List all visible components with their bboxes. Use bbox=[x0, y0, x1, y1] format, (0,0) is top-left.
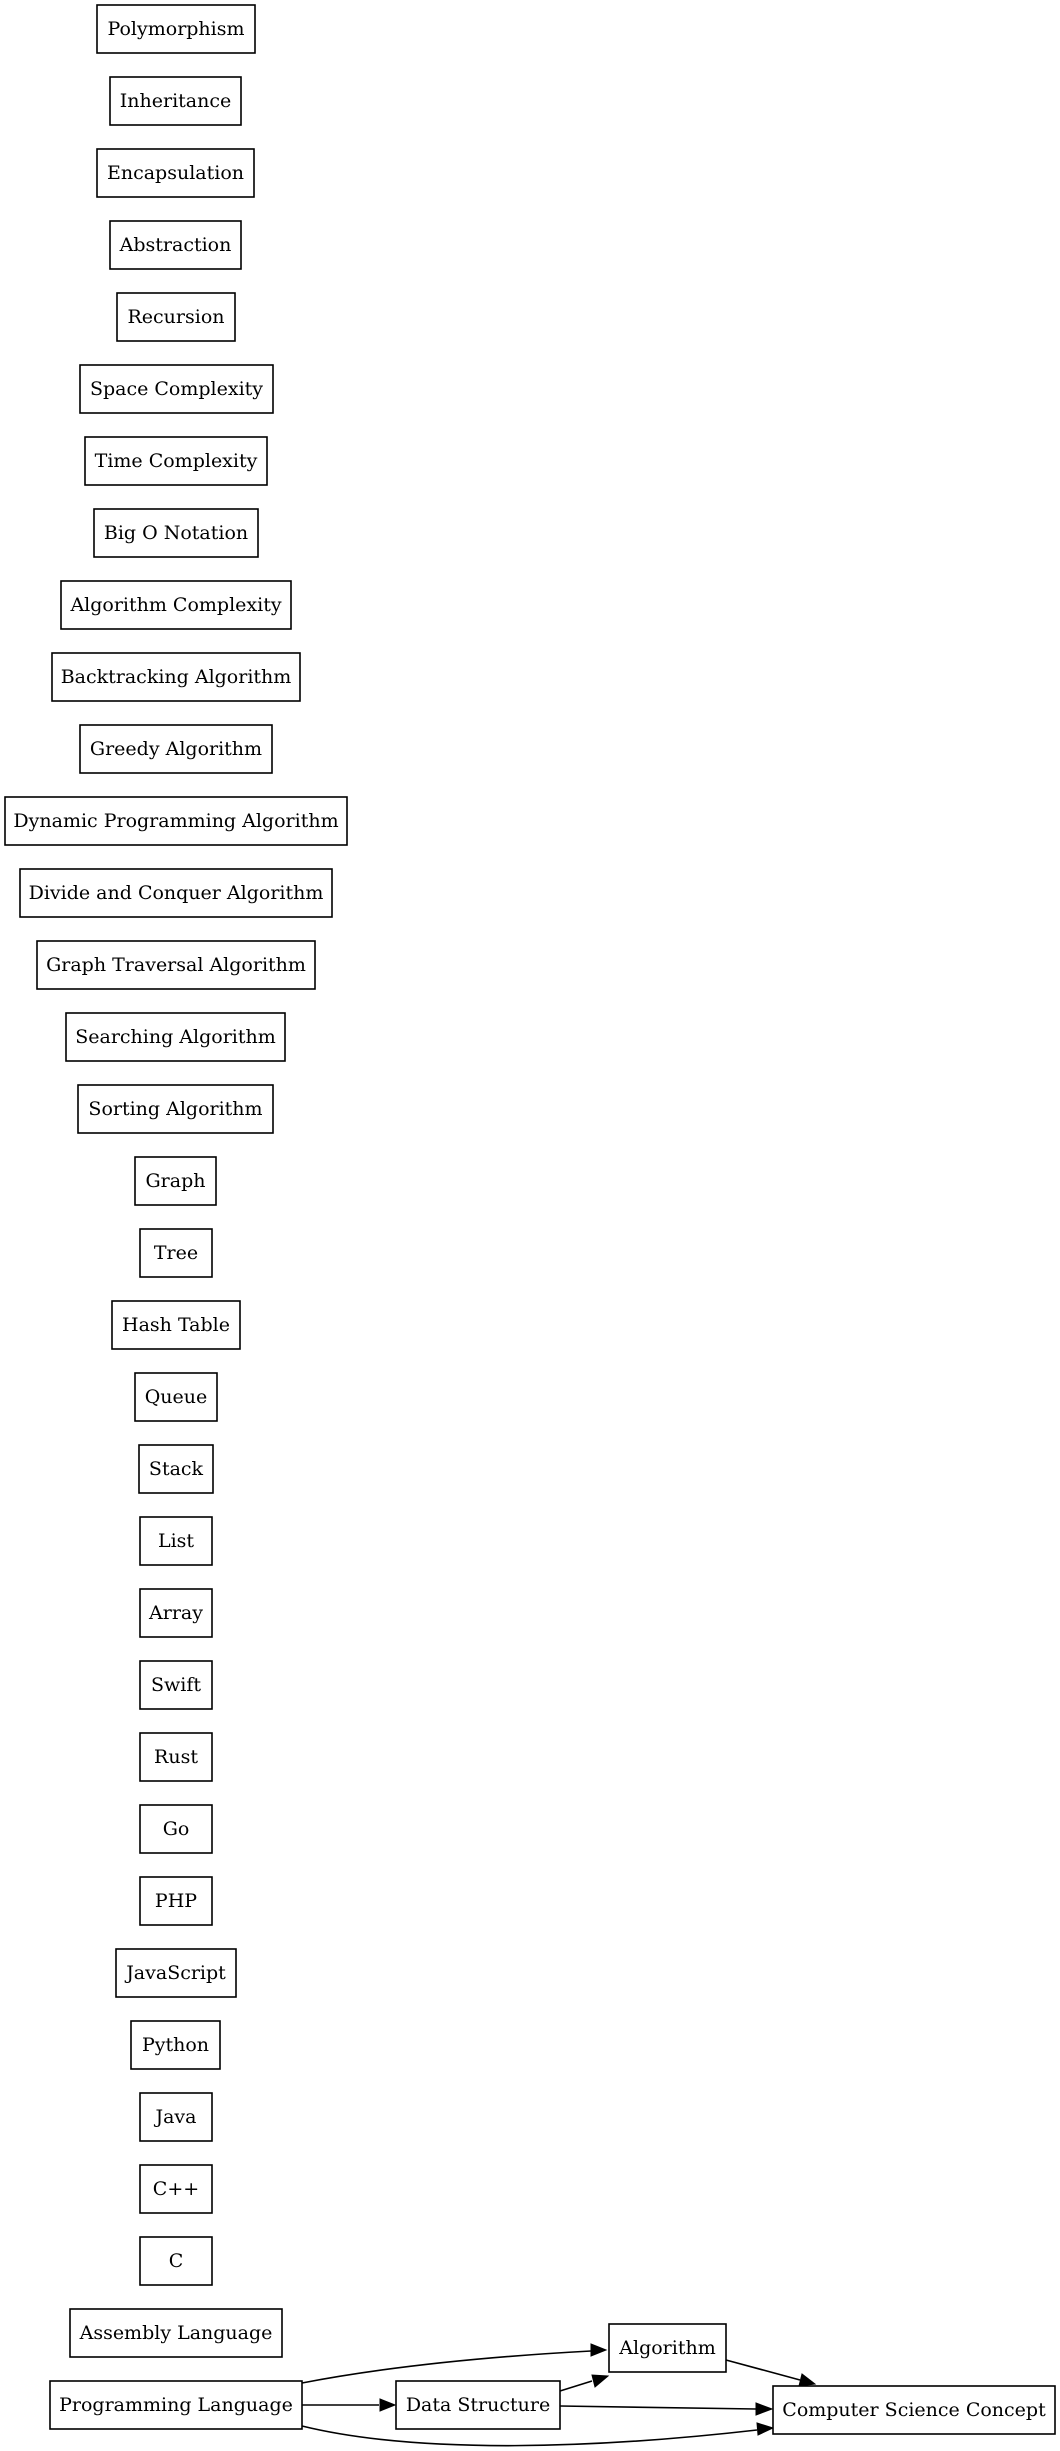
arrowhead bbox=[757, 2423, 773, 2435]
node-label: Data Structure bbox=[405, 2394, 551, 2416]
node-python bbox=[131, 2021, 220, 2069]
node-algorithm-complexity bbox=[61, 581, 291, 629]
arrowhead bbox=[592, 2375, 608, 2387]
node-cpp bbox=[140, 2165, 212, 2213]
node-label: List bbox=[157, 1530, 195, 1552]
node-label: C bbox=[168, 2250, 184, 2272]
node-divide-and-conquer-algorithm bbox=[20, 869, 332, 917]
node-label: Graph Traversal Algorithm bbox=[46, 954, 306, 976]
node-label: Backtracking Algorithm bbox=[60, 666, 292, 688]
edge-data-structure-to-computer-science-concept bbox=[560, 2403, 772, 2415]
arrowhead bbox=[380, 2399, 395, 2411]
edge-line bbox=[560, 2406, 756, 2409]
node-label: Queue bbox=[144, 1386, 208, 1408]
node-label: Array bbox=[149, 1602, 203, 1624]
node-label: Dynamic Programming Algorithm bbox=[13, 810, 339, 832]
node-label: Computer Science Concept bbox=[782, 2399, 1046, 2421]
node-encapsulation bbox=[97, 149, 254, 197]
node-backtracking-algorithm bbox=[52, 653, 300, 701]
node-recursion bbox=[117, 293, 235, 341]
node-label: JavaScript bbox=[126, 1962, 226, 1984]
node-label: Searching Algorithm bbox=[75, 1026, 276, 1048]
node-label: Stack bbox=[148, 1458, 204, 1480]
node-label: Algorithm bbox=[619, 2337, 716, 2359]
node-greedy-algorithm bbox=[80, 725, 272, 773]
node-array bbox=[140, 1589, 212, 1637]
node-polymorphism bbox=[97, 5, 255, 53]
node-label: Tree bbox=[153, 1242, 199, 1264]
nodes-layer bbox=[5, 5, 1055, 2434]
node-swift bbox=[140, 1661, 212, 1709]
node-programming-language bbox=[50, 2381, 302, 2429]
node-data-structure bbox=[396, 2381, 560, 2429]
node-tree bbox=[140, 1229, 212, 1277]
node-label: Sorting Algorithm bbox=[88, 1098, 263, 1120]
node-graph-traversal-algorithm bbox=[37, 941, 315, 989]
node-label: Recursion bbox=[127, 306, 225, 328]
edge-data-structure-to-algorithm bbox=[560, 2375, 608, 2391]
node-c bbox=[140, 2237, 212, 2285]
edge-programming-language-to-algorithm bbox=[302, 2344, 606, 2383]
node-javascript bbox=[116, 1949, 236, 1997]
node-php bbox=[140, 1877, 212, 1925]
node-big-o-notation bbox=[94, 509, 258, 557]
node-assembly-language bbox=[70, 2309, 282, 2357]
node-rust bbox=[140, 1733, 212, 1781]
node-label: Graph bbox=[145, 1170, 206, 1192]
node-graph bbox=[135, 1157, 216, 1205]
edge-algorithm-to-computer-science-concept bbox=[726, 2360, 815, 2386]
node-label: Divide and Conquer Algorithm bbox=[28, 882, 324, 904]
node-stack bbox=[139, 1445, 213, 1493]
node-label: Greedy Algorithm bbox=[89, 738, 263, 760]
edge-line bbox=[726, 2360, 800, 2380]
node-label: Abstraction bbox=[119, 234, 232, 256]
node-label: Rust bbox=[154, 1746, 198, 1768]
node-label: Swift bbox=[150, 1674, 202, 1696]
node-label: Java bbox=[155, 2106, 197, 2128]
arrowhead bbox=[591, 2344, 606, 2356]
node-abstraction bbox=[110, 221, 241, 269]
node-label: Python bbox=[141, 2034, 210, 2056]
node-queue bbox=[135, 1373, 217, 1421]
node-label: Big O Notation bbox=[103, 522, 249, 544]
node-searching-algorithm bbox=[66, 1013, 285, 1061]
node-label: Assembly Language bbox=[79, 2322, 273, 2344]
node-label: Go bbox=[162, 1818, 190, 1840]
node-go bbox=[140, 1805, 212, 1853]
node-time-complexity bbox=[85, 437, 267, 485]
node-label: Programming Language bbox=[59, 2394, 293, 2416]
node-space-complexity bbox=[80, 365, 273, 413]
node-dynamic-programming-algorithm bbox=[5, 797, 347, 845]
node-label: Polymorphism bbox=[107, 18, 245, 40]
node-label: Hash Table bbox=[122, 1314, 230, 1336]
node-list bbox=[140, 1517, 212, 1565]
node-label: Algorithm Complexity bbox=[70, 594, 282, 616]
node-label: PHP bbox=[154, 1890, 198, 1912]
node-label: Space Complexity bbox=[89, 378, 264, 400]
node-algorithm bbox=[609, 2324, 726, 2372]
arrowhead bbox=[799, 2374, 815, 2386]
node-hash-table bbox=[112, 1301, 240, 1349]
node-computer-science-concept bbox=[773, 2386, 1055, 2434]
node-label: Encapsulation bbox=[106, 162, 245, 184]
node-label: C++ bbox=[152, 2178, 200, 2200]
edge-line bbox=[302, 2351, 591, 2383]
edge-programming-language-to-data-structure bbox=[302, 2399, 395, 2411]
node-java bbox=[140, 2093, 212, 2141]
edge-line bbox=[560, 2381, 592, 2391]
node-label: Inheritance bbox=[119, 90, 232, 112]
node-label: Time Complexity bbox=[94, 450, 258, 472]
node-sorting-algorithm bbox=[78, 1085, 273, 1133]
arrowhead bbox=[756, 2403, 772, 2415]
node-inheritance bbox=[110, 77, 241, 125]
